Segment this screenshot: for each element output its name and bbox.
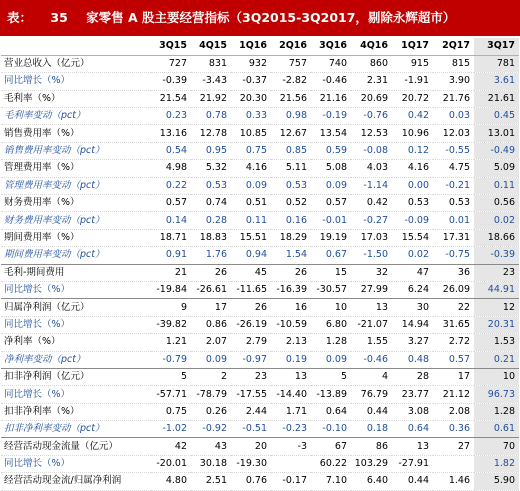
table-cell: 0.51 bbox=[231, 195, 271, 212]
table-cell: -3.43 bbox=[191, 73, 231, 90]
table-row bbox=[1, 142, 519, 159]
table-cell: 0.64 bbox=[392, 421, 433, 438]
table-cell: 21.56 bbox=[271, 90, 311, 107]
table-cell: 31.65 bbox=[433, 316, 474, 333]
table-cell: 0.36 bbox=[433, 421, 474, 438]
table-cell: -0.23 bbox=[271, 421, 311, 438]
table-cell: -10.59 bbox=[271, 316, 311, 333]
table-row bbox=[1, 229, 519, 246]
table-cell: -0.01 bbox=[311, 212, 351, 229]
table-cell: 4.03 bbox=[351, 160, 392, 177]
table-cell: -13.89 bbox=[311, 386, 351, 403]
table-cell: 76.79 bbox=[351, 386, 392, 403]
table-cell: 12.78 bbox=[191, 125, 231, 142]
table-cell: 5.09 bbox=[474, 160, 519, 177]
table-cell: -0.51 bbox=[231, 421, 271, 438]
table-cell: 13.16 bbox=[151, 125, 191, 142]
table-cell: 2 bbox=[191, 368, 231, 385]
row-label: 同比增长（%） bbox=[1, 73, 151, 90]
row-label: 扣非净利率变动（pct） bbox=[1, 421, 151, 438]
table-cell: -39.82 bbox=[151, 316, 191, 333]
row-label: 管理费用率（%） bbox=[1, 160, 151, 177]
table-cell: -0.76 bbox=[351, 108, 392, 125]
table-cell: 0.56 bbox=[474, 195, 519, 212]
table-cell: 4.16 bbox=[392, 160, 433, 177]
table-cell: 0.54 bbox=[151, 142, 191, 159]
table-cell: 0.53 bbox=[392, 195, 433, 212]
table-cell: 21 bbox=[151, 264, 191, 281]
table-cell: 20.31 bbox=[474, 316, 519, 333]
table-cell: 42 bbox=[151, 438, 191, 455]
table-cell: 44.91 bbox=[474, 281, 519, 298]
table-cell: 45 bbox=[231, 264, 271, 281]
row-label: 毛利率变动（pct） bbox=[1, 108, 151, 125]
table-cell: 26 bbox=[231, 299, 271, 316]
table-cell: -0.92 bbox=[191, 421, 231, 438]
table-row bbox=[1, 212, 519, 229]
table-cell: 1.28 bbox=[311, 334, 351, 351]
table-cell: 4 bbox=[351, 368, 392, 385]
table-cell: 4.80 bbox=[151, 473, 191, 490]
table-cell: 0.09 bbox=[231, 177, 271, 194]
table-row bbox=[1, 455, 519, 472]
table-row bbox=[1, 247, 519, 264]
table-cell: 17 bbox=[433, 368, 474, 385]
table-row bbox=[1, 438, 519, 455]
table-cell: -11.65 bbox=[231, 281, 271, 298]
table-row bbox=[1, 195, 519, 212]
table-cell: -0.39 bbox=[151, 73, 191, 90]
table-cell: -1.91 bbox=[392, 73, 433, 90]
table-cell: 3.90 bbox=[433, 73, 474, 90]
table-cell: 5.32 bbox=[191, 160, 231, 177]
table-cell: -30.57 bbox=[311, 281, 351, 298]
title-number: 35 bbox=[50, 10, 68, 25]
table-cell: 0.64 bbox=[311, 403, 351, 420]
table-cell: 1.46 bbox=[433, 473, 474, 490]
table-row bbox=[1, 316, 519, 333]
table-cell: 13 bbox=[351, 299, 392, 316]
table-cell: 0.53 bbox=[271, 177, 311, 194]
table-cell: -19.84 bbox=[151, 281, 191, 298]
row-label: 销售费用率（%） bbox=[1, 125, 151, 142]
row-label: 同比增长（%） bbox=[1, 281, 151, 298]
table-cell: 815 bbox=[433, 55, 474, 72]
table-cell: 0.61 bbox=[474, 421, 519, 438]
table-cell: 12.67 bbox=[271, 125, 311, 142]
table-cell: 0.03 bbox=[433, 108, 474, 125]
table-cell: -0.27 bbox=[351, 212, 392, 229]
table-cell: 2.79 bbox=[231, 334, 271, 351]
operating-metrics-table bbox=[1, 38, 519, 491]
table-cell: 14.94 bbox=[392, 316, 433, 333]
table-cell: -0.55 bbox=[433, 142, 474, 159]
table-cell: 0.57 bbox=[311, 195, 351, 212]
table-cell: 23 bbox=[231, 368, 271, 385]
table-cell: 0.74 bbox=[191, 195, 231, 212]
table-cell: -0.21 bbox=[433, 177, 474, 194]
table-cell: 17 bbox=[191, 299, 231, 316]
table-cell: 15.51 bbox=[231, 229, 271, 246]
table-cell: 3.61 bbox=[474, 73, 519, 90]
table-cell: 757 bbox=[271, 55, 311, 72]
table-cell: 5 bbox=[151, 368, 191, 385]
table-cell: -0.97 bbox=[231, 351, 271, 368]
column-header: 4Q15 bbox=[191, 38, 231, 55]
table-cell: 0.44 bbox=[351, 403, 392, 420]
table-cell: 36 bbox=[433, 264, 474, 281]
table-cell: 0.67 bbox=[311, 247, 351, 264]
table-row bbox=[1, 386, 519, 403]
table-row bbox=[1, 90, 519, 107]
table-cell: -78.79 bbox=[191, 386, 231, 403]
table-cell: 20.30 bbox=[231, 90, 271, 107]
table-cell: 5.08 bbox=[311, 160, 351, 177]
column-header: 2Q16 bbox=[271, 38, 311, 55]
table-cell: 21.54 bbox=[151, 90, 191, 107]
table-cell: 21.16 bbox=[311, 90, 351, 107]
table-cell: 26.09 bbox=[433, 281, 474, 298]
table-cell: -2.82 bbox=[271, 73, 311, 90]
header-label-cell bbox=[1, 38, 151, 55]
row-label: 销售费用率变动（pct） bbox=[1, 142, 151, 159]
table-row bbox=[1, 177, 519, 194]
table-cell: 2.44 bbox=[231, 403, 271, 420]
table-row bbox=[1, 160, 519, 177]
table-cell: 16 bbox=[271, 299, 311, 316]
table-cell: 0.18 bbox=[351, 421, 392, 438]
table-cell: -0.46 bbox=[351, 351, 392, 368]
table-cell: 0.44 bbox=[392, 473, 433, 490]
row-label: 扣非净利率（%） bbox=[1, 403, 151, 420]
table-cell: 32 bbox=[351, 264, 392, 281]
row-label: 营业总收入（亿元） bbox=[1, 55, 151, 72]
table-cell: 67 bbox=[311, 438, 351, 455]
table-cell: 17.03 bbox=[351, 229, 392, 246]
table-cell: 831 bbox=[191, 55, 231, 72]
row-label: 毛利率（%） bbox=[1, 90, 151, 107]
table-row bbox=[1, 55, 519, 72]
table-row bbox=[1, 334, 519, 351]
table-cell: 1.54 bbox=[271, 247, 311, 264]
table-cell: 18.29 bbox=[271, 229, 311, 246]
table-cell: 13 bbox=[271, 368, 311, 385]
table-cell: 0.76 bbox=[231, 473, 271, 490]
table-cell: 27.99 bbox=[351, 281, 392, 298]
table-cell bbox=[271, 455, 311, 472]
table-cell: 2.07 bbox=[191, 334, 231, 351]
table-cell: 21.76 bbox=[433, 90, 474, 107]
table-cell: -0.17 bbox=[271, 473, 311, 490]
table-cell: -20.01 bbox=[151, 455, 191, 472]
header-row bbox=[1, 38, 519, 55]
table-cell: -16.39 bbox=[271, 281, 311, 298]
row-label: 同比增长（%） bbox=[1, 316, 151, 333]
table-cell: 0.26 bbox=[191, 403, 231, 420]
table-cell: 47 bbox=[392, 264, 433, 281]
table-cell: -1.14 bbox=[351, 177, 392, 194]
table-cell: -21.07 bbox=[351, 316, 392, 333]
table-cell: 21.92 bbox=[191, 90, 231, 107]
table-cell: 20 bbox=[231, 438, 271, 455]
table-cell: 0.53 bbox=[191, 177, 231, 194]
table-cell: -27.91 bbox=[392, 455, 433, 472]
table-body bbox=[1, 55, 519, 490]
table-cell: 0.09 bbox=[311, 177, 351, 194]
table-cell: 0.19 bbox=[271, 351, 311, 368]
table-cell: 86 bbox=[351, 438, 392, 455]
table-row bbox=[1, 264, 519, 281]
row-label: 经营活动现金流量（亿元） bbox=[1, 438, 151, 455]
table-row bbox=[1, 368, 519, 385]
table-row bbox=[1, 299, 519, 316]
table-cell: -57.71 bbox=[151, 386, 191, 403]
table-cell: -3 bbox=[271, 438, 311, 455]
table-cell: 0.22 bbox=[151, 177, 191, 194]
table-row bbox=[1, 108, 519, 125]
table-cell: -0.09 bbox=[392, 212, 433, 229]
table-cell: 0.00 bbox=[392, 177, 433, 194]
table-cell: 7.10 bbox=[311, 473, 351, 490]
table-row bbox=[1, 403, 519, 420]
table-cell: 26 bbox=[271, 264, 311, 281]
column-header: 3Q17 bbox=[474, 38, 519, 55]
table-cell: -14.40 bbox=[271, 386, 311, 403]
table-cell: 932 bbox=[231, 55, 271, 72]
table-cell: 2.51 bbox=[191, 473, 231, 490]
table-cell: 5 bbox=[311, 368, 351, 385]
table-row bbox=[1, 351, 519, 368]
row-label: 净利率变动（pct） bbox=[1, 351, 151, 368]
column-header: 3Q16 bbox=[311, 38, 351, 55]
table-cell: 15 bbox=[311, 264, 351, 281]
table-cell: -0.10 bbox=[311, 421, 351, 438]
row-label: 同比增长（%） bbox=[1, 386, 151, 403]
table-cell: -0.37 bbox=[231, 73, 271, 90]
table-cell: -0.19 bbox=[311, 108, 351, 125]
table-cell: 0.86 bbox=[191, 316, 231, 333]
table-cell: 0.42 bbox=[392, 108, 433, 125]
table-cell: 0.02 bbox=[474, 212, 519, 229]
table-row bbox=[1, 281, 519, 298]
table-cell: 781 bbox=[474, 55, 519, 72]
table-cell: 30 bbox=[392, 299, 433, 316]
title-prefix: 表： bbox=[7, 10, 33, 25]
table-cell: 6.80 bbox=[311, 316, 351, 333]
table-cell: 21.61 bbox=[474, 90, 519, 107]
table-cell: 0.98 bbox=[271, 108, 311, 125]
table-cell: 3.27 bbox=[392, 334, 433, 351]
table-cell: 18.66 bbox=[474, 229, 519, 246]
table-cell: 12 bbox=[474, 299, 519, 316]
table-cell: 1.28 bbox=[474, 403, 519, 420]
table-cell: 10.85 bbox=[231, 125, 271, 142]
table-cell: 9 bbox=[151, 299, 191, 316]
table-cell: 43 bbox=[191, 438, 231, 455]
table-cell: 1.82 bbox=[474, 455, 519, 472]
row-label: 净利率（%） bbox=[1, 334, 151, 351]
table-cell: 28 bbox=[392, 368, 433, 385]
table-cell: 0.75 bbox=[151, 403, 191, 420]
table-cell: 17.31 bbox=[433, 229, 474, 246]
table-row bbox=[1, 421, 519, 438]
table-cell: 0.02 bbox=[392, 247, 433, 264]
table-row bbox=[1, 73, 519, 90]
table-cell: 4.16 bbox=[231, 160, 271, 177]
table-cell: 0.94 bbox=[231, 247, 271, 264]
table-cell: 0.16 bbox=[271, 212, 311, 229]
table-cell: -1.50 bbox=[351, 247, 392, 264]
row-label: 扣非净利润（亿元） bbox=[1, 368, 151, 385]
column-header: 2Q17 bbox=[433, 38, 474, 55]
table-cell: 0.53 bbox=[433, 195, 474, 212]
table-cell: 70 bbox=[474, 438, 519, 455]
table-cell: 10 bbox=[311, 299, 351, 316]
table-cell: 1.76 bbox=[191, 247, 231, 264]
table-cell: -0.08 bbox=[351, 142, 392, 159]
table-cell: 6.24 bbox=[392, 281, 433, 298]
table-cell: 19.19 bbox=[311, 229, 351, 246]
table-cell: 10 bbox=[474, 368, 519, 385]
row-label: 期间费用率（%） bbox=[1, 229, 151, 246]
table-title bbox=[0, 0, 520, 36]
table-cell: 6.40 bbox=[351, 473, 392, 490]
table-cell: 0.09 bbox=[311, 351, 351, 368]
table-cell: 20.69 bbox=[351, 90, 392, 107]
table-cell: -26.61 bbox=[191, 281, 231, 298]
table-cell: 2.08 bbox=[433, 403, 474, 420]
table-cell: 96.73 bbox=[474, 386, 519, 403]
table-cell: 21.12 bbox=[433, 386, 474, 403]
table-cell: 727 bbox=[151, 55, 191, 72]
table-cell: 0.12 bbox=[392, 142, 433, 159]
table-cell: 23.77 bbox=[392, 386, 433, 403]
table-cell: 15.54 bbox=[392, 229, 433, 246]
table-cell: 27 bbox=[433, 438, 474, 455]
table-cell: 0.45 bbox=[474, 108, 519, 125]
table-cell: -0.75 bbox=[433, 247, 474, 264]
table-cell: 0.59 bbox=[311, 142, 351, 159]
table-cell: 0.21 bbox=[474, 351, 519, 368]
row-label: 财务费用率变动（pct） bbox=[1, 212, 151, 229]
row-label: 归属净利润（亿元） bbox=[1, 299, 151, 316]
table-cell: 13.54 bbox=[311, 125, 351, 142]
column-header: 4Q16 bbox=[351, 38, 392, 55]
table-cell bbox=[433, 455, 474, 472]
table-cell: 12.03 bbox=[433, 125, 474, 142]
table-cell: 5.90 bbox=[474, 473, 519, 490]
table-cell: 4.98 bbox=[151, 160, 191, 177]
table-cell: 0.57 bbox=[433, 351, 474, 368]
table-cell: -0.46 bbox=[311, 73, 351, 90]
table-cell: 23 bbox=[474, 264, 519, 281]
table-cell: 0.11 bbox=[474, 177, 519, 194]
table-cell: 1.71 bbox=[271, 403, 311, 420]
table-cell: 18.71 bbox=[151, 229, 191, 246]
table-cell: 22 bbox=[433, 299, 474, 316]
row-label: 管理费用率变动（pct） bbox=[1, 177, 151, 194]
table-row bbox=[1, 473, 519, 490]
table-cell: 2.31 bbox=[351, 73, 392, 90]
table-cell: 0.42 bbox=[351, 195, 392, 212]
table-row bbox=[1, 125, 519, 142]
row-label: 毛利-期间费用 bbox=[1, 264, 151, 281]
table-cell: 0.57 bbox=[151, 195, 191, 212]
table-cell: 0.91 bbox=[151, 247, 191, 264]
table-cell: 0.52 bbox=[271, 195, 311, 212]
table-cell: -0.79 bbox=[151, 351, 191, 368]
table-cell: 915 bbox=[392, 55, 433, 72]
table-cell: 0.33 bbox=[231, 108, 271, 125]
row-label: 同比增长（%） bbox=[1, 455, 151, 472]
table-cell: 30.18 bbox=[191, 455, 231, 472]
table-cell: 0.95 bbox=[191, 142, 231, 159]
table-cell: 3.08 bbox=[392, 403, 433, 420]
table-cell: 103.29 bbox=[351, 455, 392, 472]
table-cell: 0.85 bbox=[271, 142, 311, 159]
table-cell: 0.28 bbox=[191, 212, 231, 229]
table-cell: 4.75 bbox=[433, 160, 474, 177]
table-cell: 0.23 bbox=[151, 108, 191, 125]
table-cell: 13 bbox=[392, 438, 433, 455]
table-cell: -26.19 bbox=[231, 316, 271, 333]
table-cell: 13.01 bbox=[474, 125, 519, 142]
table-cell: 26 bbox=[191, 264, 231, 281]
table-cell: 2.13 bbox=[271, 334, 311, 351]
column-header: 1Q16 bbox=[231, 38, 271, 55]
table-cell: 740 bbox=[311, 55, 351, 72]
title-text: 家零售 A 股主要经营指标（3Q2015-3Q2017，剔除永辉超市） bbox=[86, 10, 456, 25]
column-header: 1Q17 bbox=[392, 38, 433, 55]
table-cell: 12.53 bbox=[351, 125, 392, 142]
table-cell: 0.14 bbox=[151, 212, 191, 229]
table-cell: 20.72 bbox=[392, 90, 433, 107]
table-cell: 18.83 bbox=[191, 229, 231, 246]
table-cell: 0.75 bbox=[231, 142, 271, 159]
table-cell: 10.96 bbox=[392, 125, 433, 142]
table-cell: 1.55 bbox=[351, 334, 392, 351]
table-cell: 5.11 bbox=[271, 160, 311, 177]
row-label: 期间费用率变动（pct） bbox=[1, 247, 151, 264]
table-cell: 0.78 bbox=[191, 108, 231, 125]
table-cell: -17.55 bbox=[231, 386, 271, 403]
table-cell: 0.48 bbox=[392, 351, 433, 368]
table-cell: 0.11 bbox=[231, 212, 271, 229]
table-cell: 1.53 bbox=[474, 334, 519, 351]
table-cell: -0.39 bbox=[474, 247, 519, 264]
table-cell: 2.72 bbox=[433, 334, 474, 351]
table-cell: 1.21 bbox=[151, 334, 191, 351]
row-label: 经营活动现金流/归属净利润 bbox=[1, 473, 151, 490]
table-cell: 0.01 bbox=[433, 212, 474, 229]
table-cell: -19.30 bbox=[231, 455, 271, 472]
table-cell: 60.22 bbox=[311, 455, 351, 472]
column-header: 3Q15 bbox=[151, 38, 191, 55]
row-label: 财务费用率（%） bbox=[1, 195, 151, 212]
table-cell: 0.09 bbox=[191, 351, 231, 368]
table-cell: -1.02 bbox=[151, 421, 191, 438]
table-cell: 860 bbox=[351, 55, 392, 72]
table-cell: -0.49 bbox=[474, 142, 519, 159]
